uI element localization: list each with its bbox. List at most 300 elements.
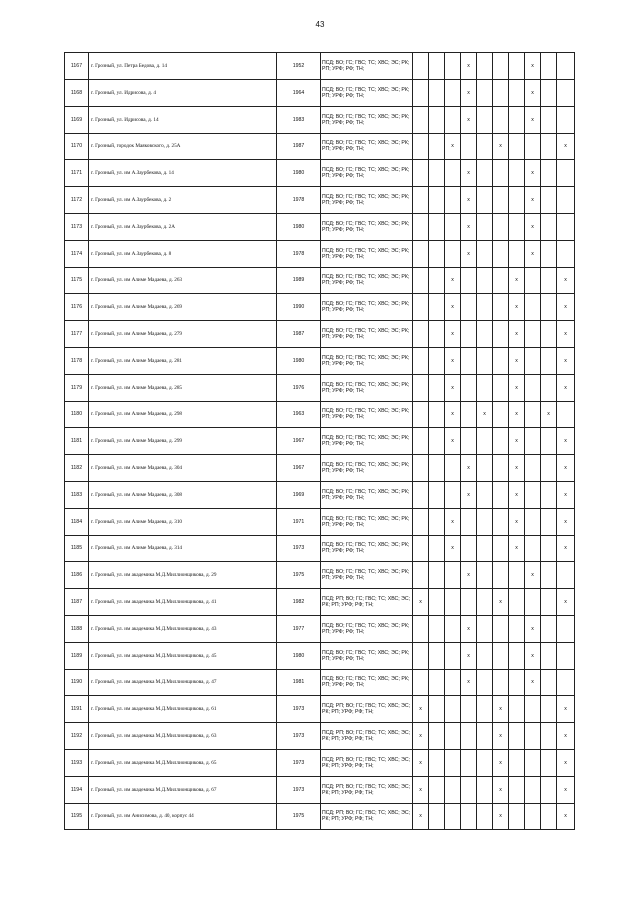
mark-cell <box>541 160 557 187</box>
table-row <box>65 294 575 321</box>
table-row <box>65 160 575 187</box>
mark-cell <box>429 106 445 133</box>
mark-cell <box>541 535 557 562</box>
mark-cell <box>445 669 461 696</box>
mark-cell <box>413 508 429 535</box>
address-cell: г. Грозный, ул. им Алиме Мадаева, д. 269 <box>89 294 277 321</box>
mark-cell <box>557 240 575 267</box>
mark-cell: x <box>445 535 461 562</box>
mark-cell: x <box>493 589 509 616</box>
mark-cell <box>493 160 509 187</box>
mark-cell <box>445 213 461 240</box>
mark-cell <box>493 535 509 562</box>
mark-cell <box>461 508 477 535</box>
mark-cell <box>541 294 557 321</box>
table-row <box>65 669 575 696</box>
table-row <box>65 642 575 669</box>
services-cell: ПСД; ВО; ГС; ГВС; ТС; ХВС; ЭС; РК; РП; УРФ; РФ; ТН; <box>321 615 413 642</box>
address-cell: г. Грозный, ул. им А.Заурбекова, д. 14 <box>89 160 277 187</box>
mark-cell <box>413 428 429 455</box>
mark-cell <box>493 455 509 482</box>
year-cell: 1973 <box>277 696 321 723</box>
mark-cell <box>445 106 461 133</box>
mark-cell <box>525 133 541 160</box>
mark-cell: x <box>525 240 541 267</box>
mark-cell <box>429 347 445 374</box>
year-cell: 1982 <box>277 589 321 616</box>
mark-cell <box>493 80 509 107</box>
mark-cell <box>461 133 477 160</box>
mark-cell <box>541 321 557 348</box>
mark-cell <box>461 803 477 830</box>
mark-cell <box>429 187 445 214</box>
mark-cell: x <box>413 803 429 830</box>
mark-cell <box>477 615 493 642</box>
mark-cell <box>557 53 575 80</box>
mark-cell <box>541 133 557 160</box>
address-cell: г. Грозный, ул. им Алиме Мадаева, д. 314 <box>89 535 277 562</box>
services-cell: ПСД; ВО; ГС; ГВС; ТС; ХВС; ЭС; РК; РП; УРФ; РФ; ТН; <box>321 106 413 133</box>
address-cell: г. Грозный, ул. им А.Заурбекова, д. 8 <box>89 240 277 267</box>
mark-cell: x <box>445 267 461 294</box>
mark-cell: x <box>509 535 525 562</box>
mark-cell <box>509 240 525 267</box>
mark-cell <box>477 347 493 374</box>
mark-cell <box>557 401 575 428</box>
table-row <box>65 481 575 508</box>
mark-cell: x <box>461 160 477 187</box>
mark-cell <box>413 347 429 374</box>
services-cell: ПСД; РП; ВО; ГС; ГВС; ТС; ХВС; ЭС; РК; РП; УРФ; РФ; ТН; <box>321 776 413 803</box>
mark-cell: x <box>525 669 541 696</box>
row-number-cell: 1185 <box>65 535 89 562</box>
row-number-cell: 1179 <box>65 374 89 401</box>
mark-cell <box>413 535 429 562</box>
mark-cell <box>429 374 445 401</box>
mark-cell: x <box>509 321 525 348</box>
table-row <box>65 428 575 455</box>
mark-cell <box>477 481 493 508</box>
mark-cell <box>541 589 557 616</box>
row-number-cell: 1180 <box>65 401 89 428</box>
row-number-cell: 1191 <box>65 696 89 723</box>
row-number-cell: 1174 <box>65 240 89 267</box>
table-row <box>65 187 575 214</box>
services-cell: ПСД; ВО; ГС; ГВС; ТС; ХВС; ЭС; РК; РП; УРФ; РФ; ТН; <box>321 428 413 455</box>
year-cell: 1952 <box>277 53 321 80</box>
mark-cell: x <box>413 776 429 803</box>
table-row <box>65 455 575 482</box>
year-cell: 1987 <box>277 133 321 160</box>
mark-cell <box>493 642 509 669</box>
table-row <box>65 267 575 294</box>
row-number-cell: 1173 <box>65 213 89 240</box>
mark-cell <box>461 776 477 803</box>
mark-cell <box>477 749 493 776</box>
mark-cell <box>461 749 477 776</box>
row-number-cell: 1169 <box>65 106 89 133</box>
mark-cell <box>429 589 445 616</box>
services-cell: ПСД; ВО; ГС; ГВС; ТС; ХВС; ЭС; РК; РП; УРФ; РФ; ТН; <box>321 535 413 562</box>
row-number-cell: 1171 <box>65 160 89 187</box>
mark-cell: x <box>525 642 541 669</box>
mark-cell <box>445 187 461 214</box>
row-number-cell: 1177 <box>65 321 89 348</box>
mark-cell: x <box>461 53 477 80</box>
address-cell: г. Грозный, ул. им Алиме Мадаева, д. 263 <box>89 267 277 294</box>
address-cell: г. Грозный, ул. им академика М.Д.Миллионщикова, д. 61 <box>89 696 277 723</box>
mark-cell <box>445 160 461 187</box>
row-number-cell: 1167 <box>65 53 89 80</box>
table-row <box>65 696 575 723</box>
services-cell: ПСД; РП; ВО; ГС; ГВС; ТС; ХВС; ЭС; РК; РП; УРФ; РФ; ТН; <box>321 589 413 616</box>
mark-cell: x <box>509 294 525 321</box>
mark-cell <box>429 455 445 482</box>
mark-cell <box>429 669 445 696</box>
table-row <box>65 615 575 642</box>
services-cell: ПСД; ВО; ГС; ГВС; ТС; ХВС; ЭС; РК; РП; УРФ; РФ; ТН; <box>321 374 413 401</box>
mark-cell: x <box>509 481 525 508</box>
mark-cell <box>413 294 429 321</box>
mark-cell <box>477 803 493 830</box>
mark-cell <box>477 187 493 214</box>
mark-cell <box>509 803 525 830</box>
address-cell: г. Грозный, ул. им Алиме Мадаева, д. 279 <box>89 321 277 348</box>
mark-cell <box>413 160 429 187</box>
row-number-cell: 1184 <box>65 508 89 535</box>
year-cell: 1975 <box>277 562 321 589</box>
mark-cell <box>493 481 509 508</box>
mark-cell: x <box>557 267 575 294</box>
mark-cell: x <box>445 508 461 535</box>
table-row <box>65 133 575 160</box>
services-cell: ПСД; ВО; ГС; ГВС; ТС; ХВС; ЭС; РК; РП; УРФ; РФ; ТН; <box>321 562 413 589</box>
services-cell: ПСД; ВО; ГС; ГВС; ТС; ХВС; ЭС; РК; РП; УРФ; РФ; ТН; <box>321 213 413 240</box>
mark-cell: x <box>493 749 509 776</box>
mark-cell <box>429 723 445 750</box>
mark-cell <box>525 749 541 776</box>
mark-cell <box>413 267 429 294</box>
mark-cell <box>413 213 429 240</box>
mark-cell <box>477 508 493 535</box>
mark-cell <box>525 347 541 374</box>
mark-cell <box>477 213 493 240</box>
mark-cell <box>541 455 557 482</box>
services-cell: ПСД; ВО; ГС; ГВС; ТС; ХВС; ЭС; РК; РП; УРФ; РФ; ТН; <box>321 669 413 696</box>
address-cell: г. Грозный, ул. им Алиме Мадаева, д. 299 <box>89 428 277 455</box>
mark-cell: x <box>557 723 575 750</box>
mark-cell <box>445 589 461 616</box>
mark-cell <box>445 696 461 723</box>
year-cell: 1980 <box>277 160 321 187</box>
services-cell: ПСД; ВО; ГС; ГВС; ТС; ХВС; ЭС; РК; РП; УРФ; РФ; ТН; <box>321 294 413 321</box>
mark-cell: x <box>493 723 509 750</box>
mark-cell <box>429 321 445 348</box>
year-cell: 1980 <box>277 213 321 240</box>
mark-cell: x <box>413 589 429 616</box>
mark-cell <box>525 508 541 535</box>
address-cell: г. Грозный, ул. им академика М.Д.Миллионщикова, д. 67 <box>89 776 277 803</box>
table-row <box>65 321 575 348</box>
mark-cell <box>509 53 525 80</box>
mark-cell <box>525 776 541 803</box>
mark-cell: x <box>461 213 477 240</box>
year-cell: 1973 <box>277 723 321 750</box>
row-number-cell: 1194 <box>65 776 89 803</box>
mark-cell <box>429 240 445 267</box>
row-number-cell: 1183 <box>65 481 89 508</box>
mark-cell: x <box>525 53 541 80</box>
address-cell: г. Грозный, ул. им академика М.Д.Миллионщикова, д. 41 <box>89 589 277 616</box>
mark-cell <box>493 240 509 267</box>
mark-cell <box>525 428 541 455</box>
year-cell: 1975 <box>277 803 321 830</box>
mark-cell <box>493 508 509 535</box>
mark-cell <box>413 240 429 267</box>
mark-cell: x <box>493 776 509 803</box>
mark-cell: x <box>509 455 525 482</box>
mark-cell <box>413 106 429 133</box>
mark-cell <box>509 589 525 616</box>
year-cell: 1990 <box>277 294 321 321</box>
row-number-cell: 1195 <box>65 803 89 830</box>
mark-cell <box>477 294 493 321</box>
mark-cell: x <box>557 749 575 776</box>
year-cell: 1983 <box>277 106 321 133</box>
mark-cell <box>493 213 509 240</box>
mark-cell <box>477 723 493 750</box>
table-row <box>65 106 575 133</box>
table-body <box>65 53 575 830</box>
mark-cell: x <box>557 347 575 374</box>
mark-cell <box>461 267 477 294</box>
mark-cell: x <box>509 401 525 428</box>
services-cell: ПСД; ВО; ГС; ГВС; ТС; ХВС; ЭС; РК; РП; УРФ; РФ; ТН; <box>321 53 413 80</box>
year-cell: 1973 <box>277 749 321 776</box>
mark-cell <box>541 240 557 267</box>
mark-cell: x <box>445 133 461 160</box>
mark-cell <box>429 776 445 803</box>
mark-cell <box>429 294 445 321</box>
mark-cell <box>477 106 493 133</box>
mark-cell <box>461 589 477 616</box>
year-cell: 1967 <box>277 428 321 455</box>
mark-cell <box>509 723 525 750</box>
row-number-cell: 1170 <box>65 133 89 160</box>
services-cell: ПСД; ВО; ГС; ГВС; ТС; ХВС; ЭС; РК; РП; УРФ; РФ; ТН; <box>321 133 413 160</box>
mark-cell <box>525 589 541 616</box>
mark-cell: x <box>557 321 575 348</box>
mark-cell <box>493 321 509 348</box>
mark-cell <box>509 776 525 803</box>
mark-cell <box>477 562 493 589</box>
mark-cell <box>493 615 509 642</box>
mark-cell <box>509 749 525 776</box>
services-cell: ПСД; РП; ВО; ГС; ГВС; ТС; ХВС; ЭС; РК; РП; УРФ; РФ; ТН; <box>321 723 413 750</box>
mark-cell <box>429 133 445 160</box>
mark-cell <box>477 696 493 723</box>
services-cell: ПСД; РП; ВО; ГС; ГВС; ТС; ХВС; ЭС; РК; РП; УРФ; РФ; ТН; <box>321 749 413 776</box>
address-cell: г. Грозный, ул. им А.Заурбекова, д. 2А <box>89 213 277 240</box>
mark-cell <box>509 80 525 107</box>
mark-cell: x <box>525 615 541 642</box>
mark-cell <box>493 401 509 428</box>
mark-cell <box>541 80 557 107</box>
mark-cell: x <box>557 428 575 455</box>
mark-cell: x <box>525 562 541 589</box>
row-number-cell: 1189 <box>65 642 89 669</box>
mark-cell <box>525 401 541 428</box>
mark-cell <box>477 669 493 696</box>
mark-cell: x <box>509 428 525 455</box>
mark-cell <box>413 455 429 482</box>
mark-cell <box>413 187 429 214</box>
address-cell: г. Грозный, городок Маяковского, д. 25А <box>89 133 277 160</box>
row-number-cell: 1181 <box>65 428 89 455</box>
mark-cell <box>541 696 557 723</box>
mark-cell <box>541 803 557 830</box>
mark-cell <box>477 240 493 267</box>
address-cell: г. Грозный, ул. Петра Бедова, д. 14 <box>89 53 277 80</box>
mark-cell <box>413 53 429 80</box>
row-number-cell: 1193 <box>65 749 89 776</box>
mark-cell <box>493 669 509 696</box>
mark-cell: x <box>461 669 477 696</box>
year-cell: 1964 <box>277 80 321 107</box>
address-cell: г. Грозный, ул. им академика М.Д.Миллионщикова, д. 29 <box>89 562 277 589</box>
mark-cell <box>525 267 541 294</box>
mark-cell <box>413 615 429 642</box>
mark-cell: x <box>557 133 575 160</box>
mark-cell <box>445 53 461 80</box>
table-row <box>65 723 575 750</box>
address-cell: г. Грозный, ул. им Алиме Мадаева, д. 310 <box>89 508 277 535</box>
address-cell: г. Грозный, ул. Идрисова, д. 14 <box>89 106 277 133</box>
page-number: 43 <box>315 20 325 29</box>
mark-cell <box>477 53 493 80</box>
mark-cell: x <box>445 428 461 455</box>
mark-cell <box>445 749 461 776</box>
mark-cell: x <box>557 696 575 723</box>
mark-cell: x <box>525 106 541 133</box>
mark-cell: x <box>461 455 477 482</box>
mark-cell <box>493 562 509 589</box>
mark-cell <box>413 401 429 428</box>
mark-cell: x <box>557 455 575 482</box>
mark-cell <box>493 187 509 214</box>
row-number-cell: 1188 <box>65 615 89 642</box>
mark-cell <box>429 401 445 428</box>
row-number-cell: 1172 <box>65 187 89 214</box>
mark-cell <box>461 696 477 723</box>
mark-cell <box>541 723 557 750</box>
address-cell: г. Грозный, ул. им Анисимова, д. 40, корпус 44 <box>89 803 277 830</box>
services-cell: ПСД; ВО; ГС; ГВС; ТС; ХВС; ЭС; РК; РП; УРФ; РФ; ТН; <box>321 187 413 214</box>
mark-cell <box>557 106 575 133</box>
mark-cell <box>557 642 575 669</box>
mark-cell: x <box>477 401 493 428</box>
address-cell: г. Грозный, ул. им А.Заурбекова, д. 2 <box>89 187 277 214</box>
mark-cell <box>509 642 525 669</box>
row-number-cell: 1175 <box>65 267 89 294</box>
mark-cell <box>477 589 493 616</box>
table-row <box>65 803 575 830</box>
mark-cell <box>541 749 557 776</box>
mark-cell <box>541 615 557 642</box>
mark-cell <box>525 374 541 401</box>
mark-cell: x <box>509 374 525 401</box>
mark-cell <box>413 669 429 696</box>
mark-cell: x <box>493 696 509 723</box>
mark-cell <box>509 133 525 160</box>
mark-cell <box>477 374 493 401</box>
mark-cell <box>541 562 557 589</box>
mark-cell <box>557 562 575 589</box>
mark-cell: x <box>557 535 575 562</box>
table-row <box>65 562 575 589</box>
mark-cell: x <box>509 267 525 294</box>
mark-cell <box>445 455 461 482</box>
row-number-cell: 1182 <box>65 455 89 482</box>
table-row <box>65 213 575 240</box>
mark-cell <box>413 321 429 348</box>
mark-cell <box>541 213 557 240</box>
mark-cell <box>509 562 525 589</box>
address-cell: г. Грозный, ул. им академика М.Д.Миллионщикова, д. 45 <box>89 642 277 669</box>
mark-cell: x <box>413 723 429 750</box>
year-cell: 1978 <box>277 240 321 267</box>
mark-cell: x <box>461 106 477 133</box>
mark-cell <box>525 803 541 830</box>
mark-cell <box>429 803 445 830</box>
mark-cell <box>477 321 493 348</box>
table-row <box>65 80 575 107</box>
services-cell: ПСД; РП; ВО; ГС; ГВС; ТС; ХВС; ЭС; РК; РП; УРФ; РФ; ТН; <box>321 696 413 723</box>
address-cell: г. Грозный, ул. им Алиме Мадаева, д. 308 <box>89 481 277 508</box>
mark-cell: x <box>461 642 477 669</box>
mark-cell: x <box>525 80 541 107</box>
mark-cell <box>509 187 525 214</box>
mark-cell <box>541 53 557 80</box>
table-row <box>65 508 575 535</box>
mark-cell <box>557 80 575 107</box>
mark-cell <box>429 213 445 240</box>
mark-cell: x <box>557 508 575 535</box>
mark-cell: x <box>525 213 541 240</box>
mark-cell <box>429 53 445 80</box>
mark-cell <box>477 160 493 187</box>
mark-cell <box>541 267 557 294</box>
address-cell: г. Грозный, ул. им Алиме Мадаева, д. 304 <box>89 455 277 482</box>
mark-cell <box>429 749 445 776</box>
mark-cell <box>461 723 477 750</box>
mark-cell <box>445 80 461 107</box>
row-number-cell: 1178 <box>65 347 89 374</box>
year-cell: 1987 <box>277 321 321 348</box>
mark-cell <box>509 213 525 240</box>
mark-cell: x <box>461 615 477 642</box>
mark-cell <box>557 615 575 642</box>
mark-cell <box>541 187 557 214</box>
table-row <box>65 53 575 80</box>
mark-cell <box>525 294 541 321</box>
mark-cell <box>541 374 557 401</box>
mark-cell <box>445 803 461 830</box>
year-cell: 1989 <box>277 267 321 294</box>
year-cell: 1973 <box>277 535 321 562</box>
services-cell: ПСД; ВО; ГС; ГВС; ТС; ХВС; ЭС; РК; РП; УРФ; РФ; ТН; <box>321 321 413 348</box>
mark-cell: x <box>461 240 477 267</box>
